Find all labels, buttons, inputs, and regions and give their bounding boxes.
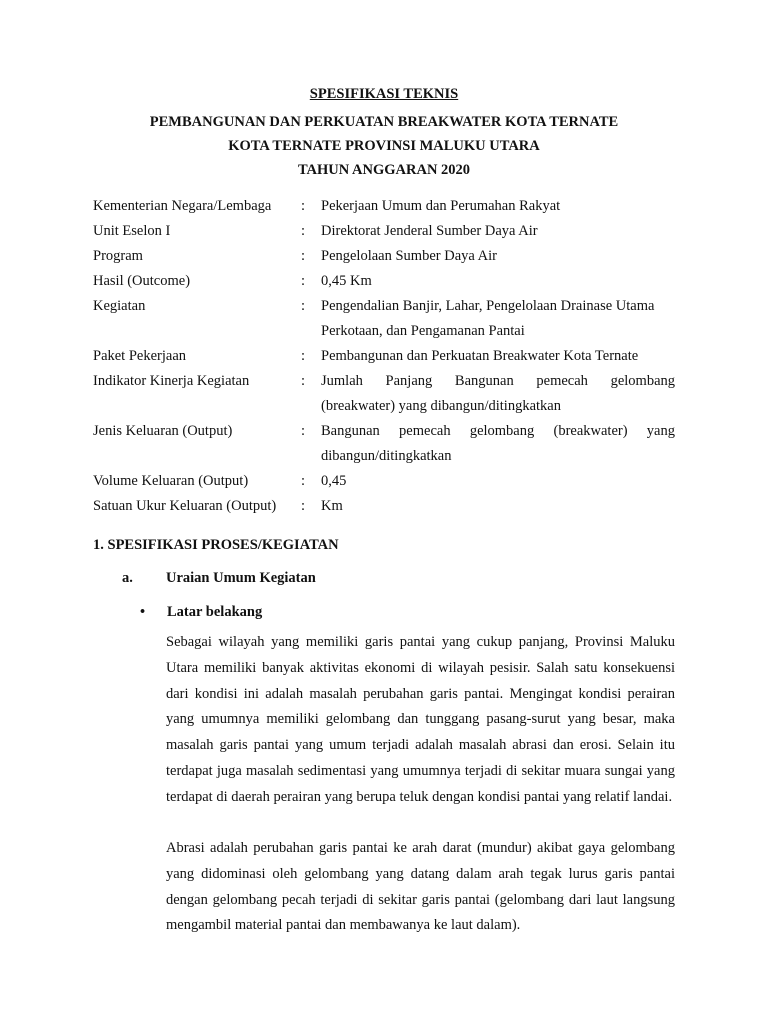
meta-row xyxy=(93,344,675,369)
meta-label: Unit Eselon I xyxy=(93,223,171,239)
metadata-table xyxy=(93,194,675,519)
meta-row xyxy=(93,194,675,219)
meta-value: Bangunan pemecah gelombang (breakwater) yang dibangun/ditingkatkan xyxy=(321,423,675,464)
bullet-icon: • xyxy=(140,604,146,620)
meta-row xyxy=(93,294,675,344)
paragraph: Sebagai wilayah yang memiliki garis pantai yang cukup panjang, Provinsi Maluku Utara memiliki banyak aktivitas ekonomi di wilayah pesisir. Salah satu konsekuensi dari kondisi ini adalah masalah perubahan garis pantai. Mengingat kondisi perairan yang umumnya memiliki gelombang dan tunggang pasang-surut yang besar, maka masalah garis pantai yang umum terjadi adalah masalah abrasi dan erosi. Selain itu terdapat juga masalah sedimentasi yang umumnya terjadi di sekitar muara sungai yang terdapat di daerah perairan yang berupa teluk dengan kondisi pantai yang relatif landai. xyxy=(166,634,675,805)
meta-colon: : xyxy=(301,348,306,364)
subsection-heading-a xyxy=(122,570,316,587)
meta-label: Kementerian Negara/Lembaga xyxy=(93,198,272,214)
meta-value: Pengendalian Banjir, Lahar, Pengelolaan Drainase Utama Perkotaan, dan Pengamanan Pantai xyxy=(321,298,655,339)
meta-colon: : xyxy=(301,473,306,489)
document-title: SPESIFIKASI TEKNIS xyxy=(309,86,459,102)
paragraph: Abrasi adalah perubahan garis pantai ke arah darat (mundur) akibat gaya gelombang yang didominasi oleh gelombang yang datang dalam arah tegak lurus garis pantai dengan gelombang pecah terjadi di sekitar garis pantai (gelombang dari laut langsung mengambil material pantai dan membawanya ke laut dalam). xyxy=(166,840,675,934)
subsection-label: Uraian Umum Kegiatan xyxy=(166,570,316,586)
meta-value: Jumlah Panjang Bangunan pemecah gelombang (breakwater) yang dibangun/ditingkatkan xyxy=(321,373,675,414)
meta-value: Pengelolaan Sumber Daya Air xyxy=(321,248,497,264)
meta-colon: : xyxy=(301,373,306,389)
meta-colon: : xyxy=(301,423,306,439)
meta-value: Pembangunan dan Perkuatan Breakwater Kota Ternate xyxy=(321,348,639,364)
meta-row xyxy=(93,269,675,294)
meta-label: Indikator Kinerja Kegiatan xyxy=(93,373,250,389)
subsection-letter: a. xyxy=(122,570,133,586)
meta-colon: : xyxy=(301,273,306,289)
meta-label: Program xyxy=(93,248,143,264)
meta-value: Pekerjaan Umum dan Perumahan Rakyat xyxy=(321,198,561,214)
meta-row xyxy=(93,419,675,469)
bullet-label: Latar belakang xyxy=(167,604,263,620)
section-heading-1: 1. SPESIFIKASI PROSES/KEGIATAN xyxy=(93,537,339,553)
meta-label: Jenis Keluaran (Output) xyxy=(93,423,233,439)
meta-value: 0,45 Km xyxy=(321,273,372,289)
meta-row xyxy=(93,469,675,494)
bullet-heading xyxy=(140,604,262,621)
meta-colon: : xyxy=(301,223,306,239)
meta-label: Paket Pekerjaan xyxy=(93,348,187,364)
document-subtitle-location: KOTA TERNATE PROVINSI MALUKU UTARA xyxy=(228,138,540,154)
meta-value: Direktorat Jenderal Sumber Daya Air xyxy=(321,223,538,239)
meta-value: Km xyxy=(321,498,343,514)
document-subtitle-project: PEMBANGUNAN DAN PERKUATAN BREAKWATER KOTA TERNATE xyxy=(149,114,619,130)
meta-colon: : xyxy=(301,248,306,264)
meta-colon: : xyxy=(301,298,306,314)
meta-label: Satuan Ukur Keluaran (Output) xyxy=(93,498,277,514)
document-subtitle-year: TAHUN ANGGARAN 2020 xyxy=(297,162,471,178)
meta-label: Hasil (Outcome) xyxy=(93,273,191,289)
meta-row xyxy=(93,494,675,519)
meta-row xyxy=(93,219,675,244)
meta-colon: : xyxy=(301,198,306,214)
meta-label: Volume Keluaran (Output) xyxy=(93,473,249,489)
meta-colon: : xyxy=(301,498,306,514)
meta-row xyxy=(93,244,675,269)
meta-label: Kegiatan xyxy=(93,298,146,314)
meta-value: 0,45 xyxy=(321,473,347,489)
meta-row xyxy=(93,369,675,419)
